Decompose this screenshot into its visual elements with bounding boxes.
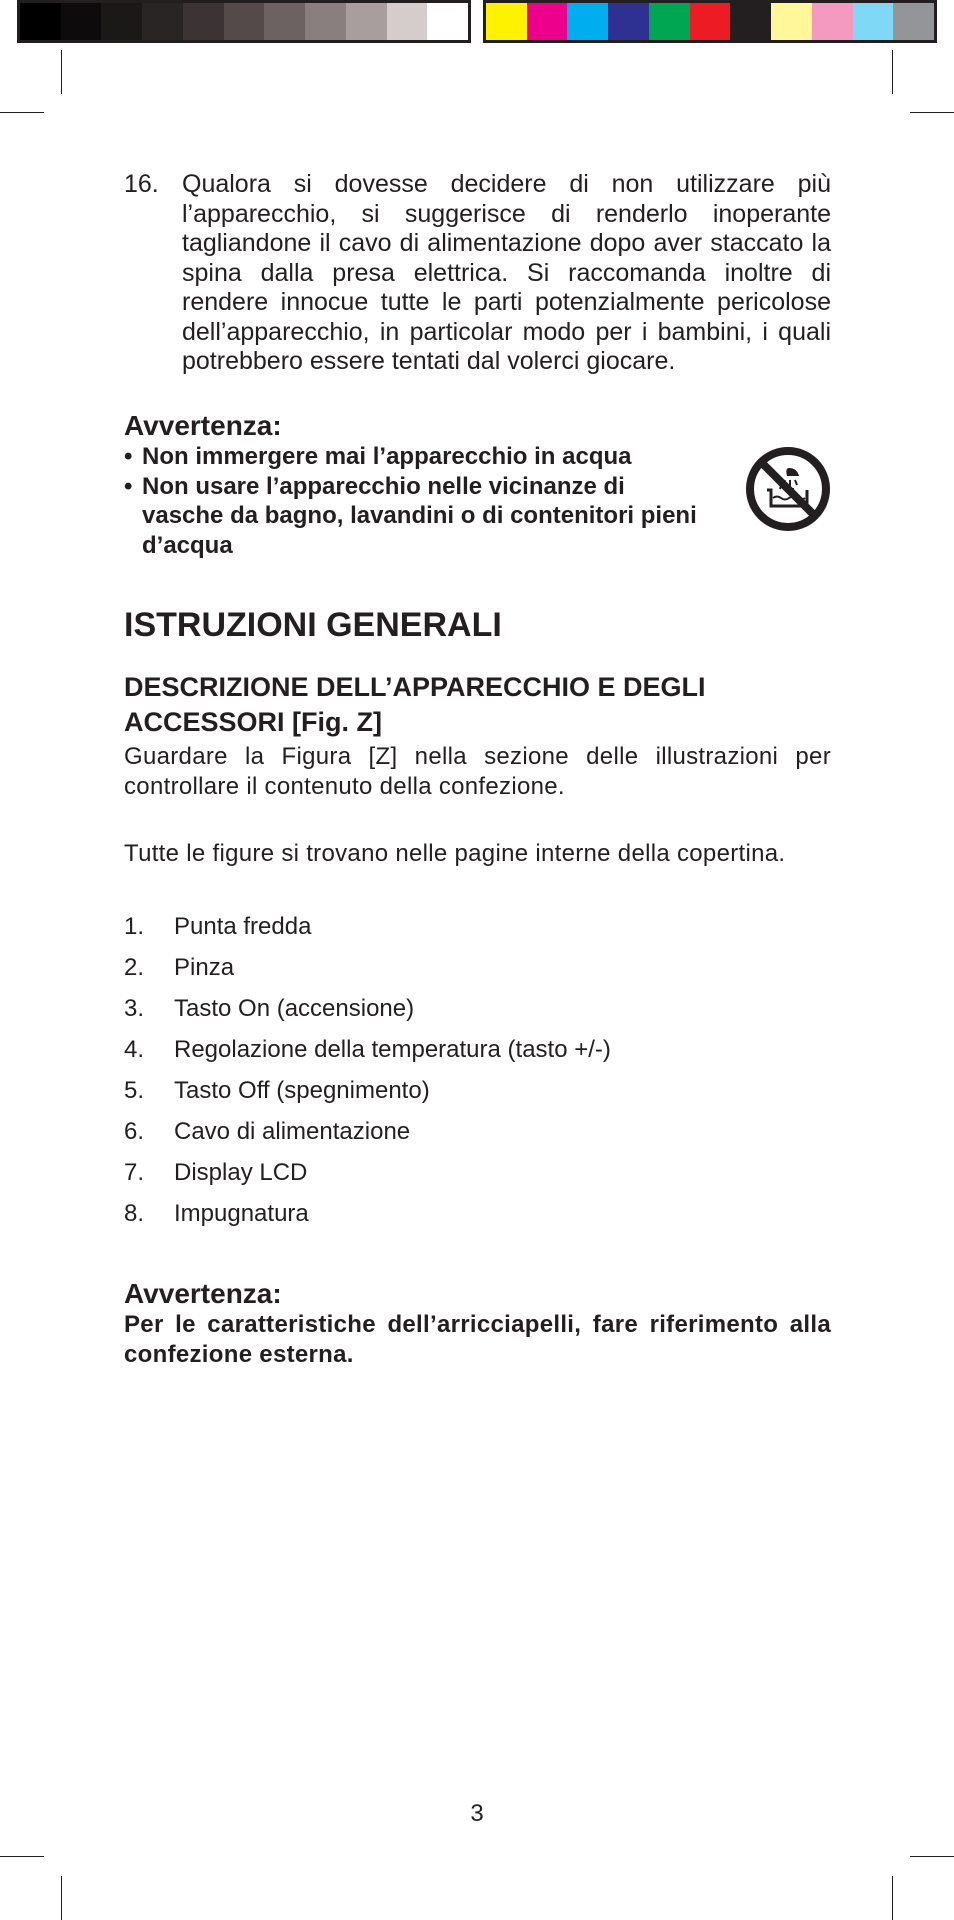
crop-mark bbox=[892, 1876, 893, 1920]
paragraph-figure: Guardare la Figura [Z] nella sezione delle illustrazioni per controllare il contenuto della confezione. bbox=[124, 743, 831, 800]
grayscale-color-bar bbox=[17, 0, 471, 43]
list-label: Punta fredda bbox=[174, 913, 312, 940]
color-swatch bbox=[690, 3, 731, 40]
bullet-icon: • bbox=[124, 472, 133, 500]
list-label: Pinza bbox=[174, 954, 235, 981]
list-label: Tasto Off (spegnimento) bbox=[174, 1077, 430, 1104]
list-item bbox=[124, 1152, 831, 1193]
gray-swatch bbox=[305, 3, 346, 40]
gray-swatch bbox=[183, 3, 224, 40]
item-text: Qualora si dovesse decidere di non utilizzare più l’apparecchio, si suggerisce di renderlo inoperante tagliandone il cavo di alimentazione dopo aver staccato la spina dalla presa elettrica. Si raccomanda inoltre di rendere innocue tutte le parti potenzialmente pericolose dell’apparecchio, in particolar modo per i bambini, i quali potrebbero essere tentati dal volerci giocare. bbox=[182, 170, 831, 375]
color-swatch bbox=[527, 3, 568, 40]
list-number: 2. bbox=[124, 954, 145, 981]
list-number: 3. bbox=[124, 995, 145, 1022]
bullet-icon: • bbox=[124, 443, 133, 470]
warning-block-2 bbox=[124, 1278, 831, 1370]
list-number: 1. bbox=[124, 913, 145, 940]
crop-mark bbox=[0, 112, 44, 113]
color-swatch bbox=[853, 3, 894, 40]
process-color-bar bbox=[483, 0, 937, 43]
list-number: 5. bbox=[124, 1077, 145, 1104]
warning-title: Avvertenza: bbox=[124, 1278, 282, 1309]
warning-bullet bbox=[124, 442, 702, 472]
warning-text: Per le caratteristiche dell’arricciapelli, fare riferimento alla confezione esterna. bbox=[124, 1311, 831, 1368]
color-swatch bbox=[893, 3, 934, 40]
gray-swatch bbox=[142, 3, 183, 40]
warning-bullet bbox=[124, 472, 702, 561]
no-water-icon bbox=[745, 446, 831, 532]
crop-mark bbox=[892, 50, 893, 94]
list-item bbox=[124, 1193, 831, 1234]
warning-block bbox=[124, 410, 831, 560]
list-item bbox=[124, 947, 831, 988]
warning-title: Avvertenza: bbox=[124, 410, 282, 441]
gray-swatch bbox=[387, 3, 428, 40]
crop-mark bbox=[910, 1856, 954, 1857]
list-item bbox=[124, 1070, 831, 1111]
subsection-title: DESCRIZIONE DELL’APPARECCHIO E DEGLI ACCESSORI [Fig. Z] bbox=[124, 672, 706, 737]
list-label: Cavo di alimentazione bbox=[174, 1118, 411, 1145]
list-item bbox=[124, 1029, 831, 1070]
crop-mark bbox=[0, 1856, 44, 1857]
list-item bbox=[124, 906, 831, 947]
list-label: Regolazione della temperatura (tasto +/-) bbox=[174, 1036, 611, 1063]
crop-mark bbox=[910, 112, 954, 113]
color-swatch bbox=[486, 3, 527, 40]
gray-swatch bbox=[101, 3, 142, 40]
list-label: Display LCD bbox=[174, 1159, 308, 1186]
list-number: 4. bbox=[124, 1036, 145, 1063]
color-swatch bbox=[608, 3, 649, 40]
color-swatch bbox=[649, 3, 690, 40]
item-number: 16. bbox=[124, 170, 159, 198]
section-title: ISTRUZIONI GENERALI bbox=[124, 606, 502, 644]
warning-bullet-text: Non immergere mai l’apparecchio in acqua bbox=[142, 443, 632, 470]
crop-mark bbox=[61, 50, 62, 94]
gray-swatch bbox=[346, 3, 387, 40]
list-number: 8. bbox=[124, 1200, 145, 1227]
list-label: Impugnatura bbox=[174, 1200, 309, 1227]
page-number: 3 bbox=[470, 1800, 484, 1827]
color-swatch bbox=[771, 3, 812, 40]
list-number: 6. bbox=[124, 1118, 145, 1145]
parts-list bbox=[124, 906, 831, 1234]
color-swatch bbox=[730, 3, 771, 40]
gray-swatch bbox=[61, 3, 102, 40]
gray-swatch bbox=[224, 3, 265, 40]
gray-swatch bbox=[264, 3, 305, 40]
warning-bullet-text: Non usare l’apparecchio nelle vicinanze di vasche da bagno, lavandini o di contenitori pieni d’acqua bbox=[142, 472, 697, 559]
list-item bbox=[124, 1111, 831, 1152]
paragraph-cover: Tutte le figure si trovano nelle pagine interne della copertina. bbox=[124, 840, 786, 867]
crop-mark bbox=[61, 1876, 62, 1920]
gray-swatch bbox=[427, 3, 468, 40]
list-label: Tasto On (accensione) bbox=[174, 995, 415, 1022]
list-number: 7. bbox=[124, 1159, 145, 1186]
color-swatch bbox=[567, 3, 608, 40]
gray-swatch bbox=[20, 3, 61, 40]
color-swatch bbox=[812, 3, 853, 40]
list-item bbox=[124, 988, 831, 1029]
